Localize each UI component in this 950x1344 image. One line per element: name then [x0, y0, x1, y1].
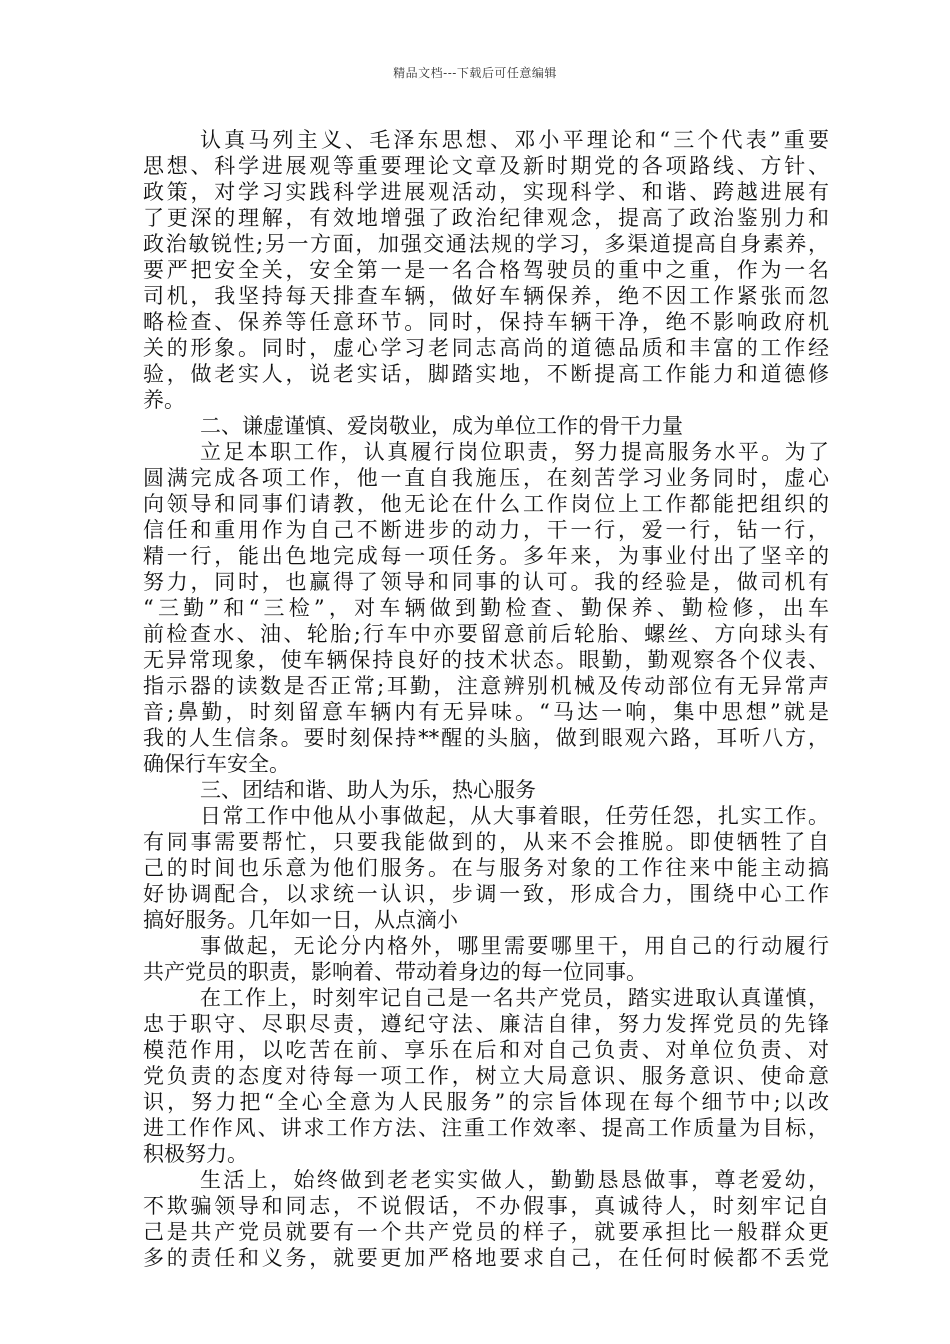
text-line: 日常工作中他从小事做起，从大事着眼，任劳任怨，扎实工作。 [200, 804, 829, 828]
text-line: 要严把安全关，安全第一是一名合格驾驶员的重中之重，作为一名 [143, 258, 829, 282]
text-line: 政治敏锐性;另一方面，加强交通法规的学习，多渠道提高自身素养， [143, 232, 829, 256]
text-line: 思想、科学进展观等重要理论文章及新时期党的各项路线、方针、 [143, 154, 829, 178]
text-line: 我的人生信条。要时刻保持**醒的头脑，做到眼观六路，耳听八方， [143, 726, 829, 750]
text-line: 确保行车安全。 [143, 752, 290, 776]
text-line: 事做起，无论分内格外，哪里需要哪里干，用自己的行动履行 [200, 934, 829, 958]
text-line: 己的时间也乐意为他们服务。在与服务对象的工作往来中能主动搞 [143, 856, 829, 880]
text-line: “三勤”和“三检”，对车辆做到勤检查、勤保养、勤检修，出车 [143, 596, 829, 620]
text-line: 向领导和同事们请教，他无论在什么工作岗位上工作都能把组织的 [143, 492, 829, 516]
text-line: 验，做老实人，说老实话，脚踏实地，不断提高工作能力和道德修 [143, 362, 829, 386]
text-line: 无异常现象，使车辆保持良好的技术状态。眼勤，勤观察各个仪表、 [143, 648, 829, 672]
text-line: 认真马列主义、毛泽东思想、邓小平理论和“三个代表”重要 [200, 128, 829, 152]
text-line: 识，努力把“全心全意为人民服务”的宗旨体现在每个细节中;以改 [143, 1090, 829, 1114]
text-line: 生活上，始终做到老老实实做人，勤勤恳恳做事，尊老爱幼， [200, 1168, 829, 1192]
text-line: 好协调配合，以求统一认识，步调一致，形成合力，围绕中心工作 [143, 882, 829, 906]
document-body [143, 127, 829, 1271]
text-line: 不欺骗领导和同志，不说假话，不办假事，真诚待人，时刻牢记自 [143, 1194, 829, 1218]
text-line: 信任和重用作为自己不断进步的动力，干一行，爱一行，钻一行， [143, 518, 829, 542]
text-line: 有同事需要帮忙，只要我能做到的，从来不会推脱。即使牺牲了自 [143, 830, 829, 854]
text-line: 指示器的读数是否正常;耳勤，注意辨别机械及传动部位有无异常声 [143, 674, 829, 698]
text-line: 了更深的理解，有效地增强了政治纪律观念，提高了政治鉴别力和 [143, 206, 829, 230]
page-header-note: 精品文档---下载后可任意编辑 [393, 66, 557, 80]
section-heading: 三、团结和谐、助人为乐，热心服务 [200, 778, 536, 802]
text-line: 音;鼻勤，时刻留意车辆内有无异味。“马达一响，集中思想”就是 [143, 700, 829, 724]
text-line: 积极努力。 [143, 1142, 248, 1166]
text-line: 多的责任和义务，就要更加严格地要求自己，在任何时候都不丢党 [143, 1246, 829, 1270]
section-heading: 二、谦虚谨慎、爱岗敬业，成为单位工作的骨干力量 [200, 414, 683, 438]
text-line: 党负责的态度对待每一项工作，树立大局意识、服务意识、使命意 [143, 1064, 829, 1088]
text-line: 关的形象。同时，虚心学习老同志高尚的道德品质和丰富的工作经 [143, 336, 829, 360]
text-line: 努力，同时，也赢得了领导和同事的认可。我的经验是，做司机有 [143, 570, 829, 594]
text-line: 己是共产党员就要有一个共产党员的样子，就要承担比一般群众更 [143, 1220, 829, 1244]
text-line: 养。 [143, 388, 185, 412]
text-line: 忠于职守、尽职尽责，遵纪守法、廉洁自律，努力发挥党员的先锋 [143, 1012, 829, 1036]
text-line: 模范作用，以吃苦在前、享乐在后和对自己负责、对单位负责、对 [143, 1038, 829, 1062]
text-line: 立足本职工作，认真履行岗位职责，努力提高服务水平。为了 [200, 440, 829, 464]
text-line: 司机，我坚持每天排查车辆，做好车辆保养，绝不因工作紧张而忽 [143, 284, 829, 308]
text-line: 共产党员的职责，影响着、带动着身边的每一位同事。 [143, 960, 647, 984]
text-line: 在工作上，时刻牢记自己是一名共产党员，踏实进取认真谨慎， [200, 986, 829, 1010]
text-line: 进工作作风、讲求工作方法、注重工作效率、提高工作质量为目标， [143, 1116, 829, 1140]
text-line: 前检查水、油、轮胎;行车中亦要留意前后轮胎、螺丝、方向球头有 [143, 622, 829, 646]
text-line: 搞好服务。几年如一日，从点滴小 [143, 908, 458, 932]
text-line: 政策，对学习实践科学进展观活动，实现科学、和谐、跨越进展有 [143, 180, 829, 204]
text-line: 精一行，能出色地完成每一项任务。多年来，为事业付出了坚辛的 [143, 544, 829, 568]
text-line: 圆满完成各项工作，他一直自我施压，在刻苦学习业务同时，虚心 [143, 466, 829, 490]
text-line: 略检查、保养等任意环节。同时，保持车辆干净，绝不影响政府机 [143, 310, 829, 334]
